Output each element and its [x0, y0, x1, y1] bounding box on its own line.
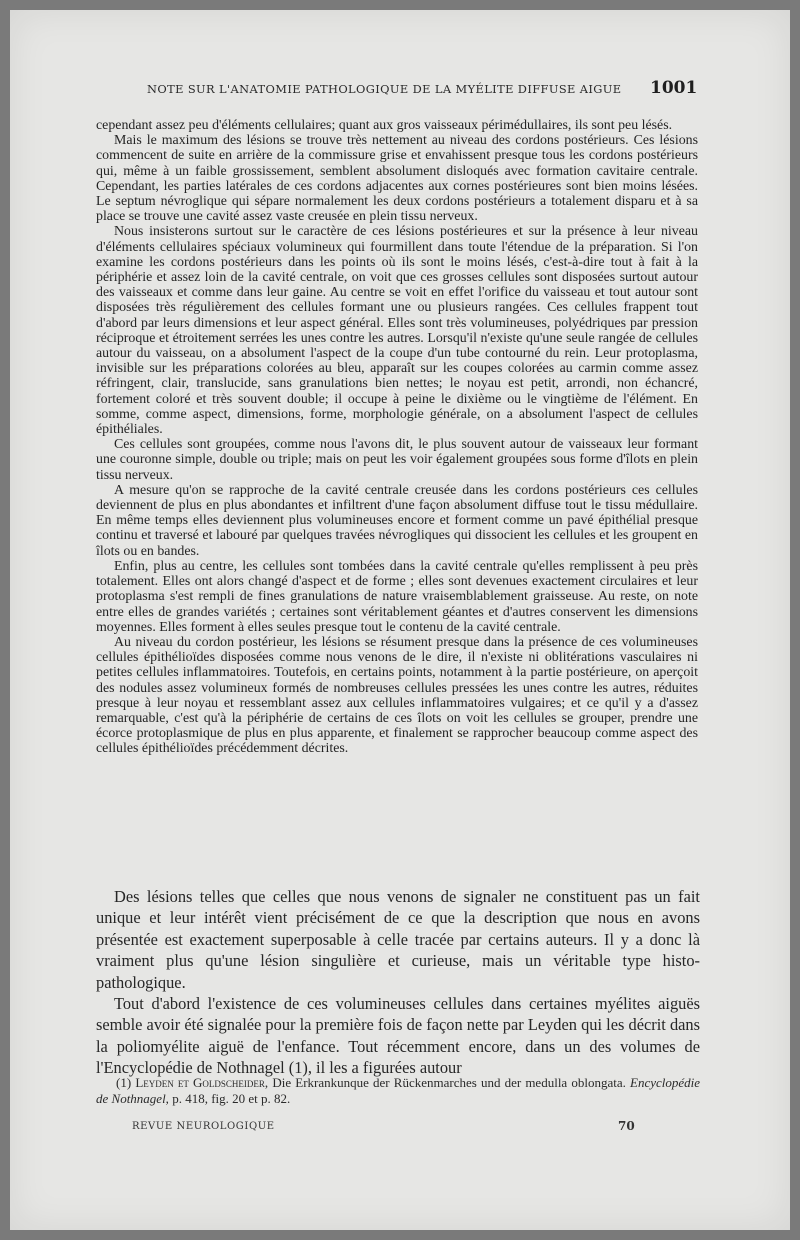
footnote-title: Die Erkrankunque der Rückenmarches und der medulla oblongata. [272, 1075, 626, 1090]
paragraph: A mesure qu'on se rapproche de la cavité centrale creusée dans les cordons postérieurs ces cellules deviennent de plus en plus abondantes et infiltrent d'une façon absolument diffuse tout le tissu médullaire. En même temps elles deviennent plus volumineuses encore et forment comme un pavé épithélial presque continu et traversé et labouré par quelques travées névrogliques qui dissocient les cellules et les groupent en îlots ou en bandes. [96, 482, 698, 559]
footnote [96, 1075, 700, 1106]
running-head: NOTE SUR L'ANATOMIE PATHOLOGIQUE DE LA MYÉLITE DIFFUSE AIGUE [147, 82, 622, 96]
footnote-authors: Leyden et Goldscheider, [135, 1075, 269, 1090]
paragraph: Au niveau du cordon postérieur, les lésions se résument presque dans la présence de ces volumineuses cellules épithélioïdes disposées comme nous venons de le dire, il n'existe ni oblitérations vasculaires ni petites cellules inflammatoires. Toutefois, en certains points, notamment à la partie postérieure, on aperçoit des nodules assez volumineux formés de nombreuses cellules pressées les unes contre les autres, réduites presque à leur noyau et ressemblant assez aux cellules inflammatoires vulgaires; et ce qu'il y a d'assez remarquable, c'est qu'à la périphérie de certains de ces îlots on voit les cellules se grouper, prendre une écorce protoplasmique de plus en plus apparente, et finalement se rapprocher beaucoup comme aspect des cellules épithélioïdes précédemment décrites. [96, 634, 698, 757]
paragraph: Des lésions telles que celles que nous venons de signaler ne constituent pas un fait unique et leur intérêt vient précisément de ce que la description que nous en avons présentée est exactement superposable à celle tracée par certains auteurs. Il y a donc là vraiment plus qu'une lésion singulière et curieuse, mais un véritable type histo-pathologique. [96, 887, 700, 992]
sheet-number: 70 [618, 1119, 635, 1133]
document-page [10, 10, 790, 1230]
paragraph: Nous insisterons surtout sur le caractère de ces lésions postérieures et sur la présence à leur niveau d'éléments cellulaires spéciaux volumineux qui fourmillent dans toute l'étendue de la préparation. Si l'on examine les cordons postérieurs dans les points où ils sont le moins lésés, c'est-à-dire tout à fait à la périphérie et assez loin de la cavité centrale, on voit que ces grosses cellules sont disposées surtout autour des vaisseaux et comme dans leur gaine. Au centre se voit en effet l'orifice du vaisseau et tout autour sont disposées très régulièrement des cellules formant une ou plusieurs rangées. Ces cellules frappent tout d'abord par leurs dimensions et leur aspect général. Elles sont très volumineuses, polyédriques par pression réciproque et étroitement serrées les unes contre les autres. Lorsqu'il n'existe qu'une seule rangée de cellules autour du vaisseau, on a absolument l'aspect de la coupe d'un tube contourné du rein. Leur protoplasma, invisible sur les préparations colorées au bleu, apparaît sur les coupes colorées au carmin comme assez réfringent, clair, translucide, sans granulations bien nettes; le noyau est petit, arrondi, non échancré, fortement coloré et très souvent double; il occupe à peine le dixième ou le vingtième de l'élément. En somme, comme aspect, dimensions, forme, morphologie générale, on a absolument l'aspect de cellules épithéliales. [96, 224, 698, 438]
small-print-section [96, 118, 698, 757]
page-footer [10, 1117, 790, 1137]
paragraph: Ces cellules sont groupées, comme nous l'avons dit, le plus souvent autour de vaisseaux leur formant une couronne simple, double ou triple; mais on peut les voir également groupées sous forme d'îlots en plein tissu nerveux. [96, 437, 698, 483]
journal-name: REVUE NEUROLOGIQUE [132, 1121, 275, 1132]
paragraph: Tout d'abord l'existence de ces volumineuses cellules dans certaines myélites aiguës semble avoir été signalée pour la première fois de façon nette par Leyden qui les décrit dans la poliomyélite aiguë de l'enfance. Tout récemment encore, dans un des volumes de l'Encyclopédie de Nothnagel (1), il les a figurées autour [96, 994, 700, 1078]
page-header [10, 78, 790, 102]
footnote-work: Encyclopédie de Nothnagel, [96, 1075, 701, 1106]
paragraph: Mais le maximum des lésions se trouve très nettement au niveau des cordons postérieurs. Ces lésions commencent de suite en arrière de la commissure grise et envahissent presque tous les cordons postérieurs qui, même à un faible grossissement, semblent absolument disloqués avec formation cavitaire centrale. Cependant, les parties latérales de ces cordons adjacentes aux cornes postérieures sont bien moins lésées. Le septum névroglique qui sépare normalement les deux cordons postérieurs a totalement disparu et à sa place se trouve une cavité assez vaste creusée en plein tissu nerveux. [96, 133, 698, 225]
footnote-text [96, 1075, 700, 1106]
footnote-pages: p. 418, fig. 20 et p. 82. [172, 1090, 291, 1106]
paragraph: cependant assez peu d'éléments cellulaires; quant aux gros vaisseaux périmédullaires, ils sont peu lésés. [96, 118, 673, 133]
paragraph: Enfin, plus au centre, les cellules sont tombées dans la cavité centrale qu'elles remplissent à peu près totalement. Elles ont alors changé d'aspect et de forme ; elles sont devenues exactement circulaires et leur protoplasma s'est rempli de fines granulations de nature vraisemblablement graisseuse. Au reste, on note entre elles de grandes variétés ; certaines sont véritablement géantes et d'autres conservent les dimensions moyennes. Elles forment à elles seules presque tout le contenu de la cavité centrale. [96, 558, 698, 635]
main-text-section [96, 886, 700, 1079]
page-number: 1001 [650, 78, 698, 98]
footnote-marker: (1) [116, 1075, 132, 1090]
